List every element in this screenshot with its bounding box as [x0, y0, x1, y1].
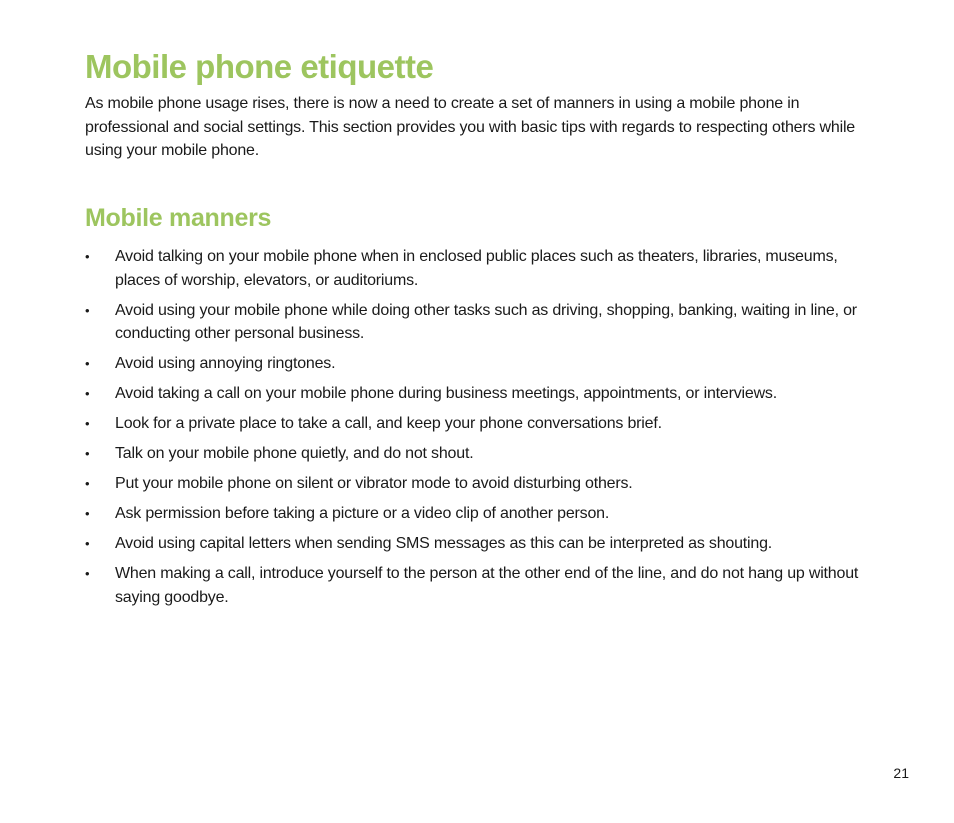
bullet-icon: •: [85, 249, 90, 264]
bullet-icon: •: [85, 476, 90, 491]
section-title: Mobile manners: [85, 204, 272, 232]
list-item: [85, 299, 875, 346]
bullet-icon: •: [85, 446, 90, 461]
list-item-text: When making a call, introduce yourself to the person at the other end of the line, and do not hang up without saying goodbye.: [115, 565, 859, 606]
list-item-text: Avoid using annoying ringtones.: [115, 355, 336, 372]
bullet-icon: •: [85, 386, 90, 401]
list-item-text: Avoid using your mobile phone while doing other tasks such as driving, shopping, banking, waiting in line, or conducting other personal business.: [115, 301, 857, 342]
list-item-text: Look for a private place to take a call, and keep your phone conversations brief.: [115, 415, 662, 432]
bullet-icon: •: [85, 566, 90, 581]
bullet-icon: •: [85, 356, 90, 371]
list-item-text: Put your mobile phone on silent or vibrator mode to avoid disturbing others.: [115, 475, 633, 492]
list-item-text: Avoid talking on your mobile phone when in enclosed public places such as theaters, libraries, museums, places of worship, elevators, or auditoriums.: [115, 248, 838, 289]
list-item-text: Ask permission before taking a picture or a video clip of another person.: [115, 505, 610, 522]
list-item: [85, 352, 875, 376]
page-title: Mobile phone etiquette: [85, 48, 434, 85]
list-item-text: Avoid using capital letters when sending SMS messages as this can be interpreted as shouting.: [115, 535, 773, 552]
page-number: 21: [893, 765, 909, 781]
bullet-icon: •: [85, 506, 90, 521]
list-item: [85, 412, 875, 436]
list-item: [85, 442, 875, 466]
list-item: [85, 532, 875, 556]
intro-paragraph: As mobile phone usage rises, there is now a need to create a set of manners in using a mobile phone in professional and social settings. This section provides you with basic tips with regards to respecting others while using your mobile phone.: [85, 95, 855, 159]
bullet-icon: •: [85, 302, 90, 318]
list-item-text: Avoid taking a call on your mobile phone during business meetings, appointments, or interviews.: [115, 385, 777, 402]
bullet-icon: •: [85, 416, 90, 431]
list-item: [85, 562, 875, 609]
list-item: [85, 245, 875, 292]
list-item: [85, 382, 875, 406]
mobile-manners-list: [85, 245, 875, 616]
bullet-icon: •: [85, 536, 90, 551]
list-item: [85, 472, 875, 496]
list-item: [85, 502, 875, 526]
list-item-text: Talk on your mobile phone quietly, and do not shout.: [115, 445, 474, 462]
